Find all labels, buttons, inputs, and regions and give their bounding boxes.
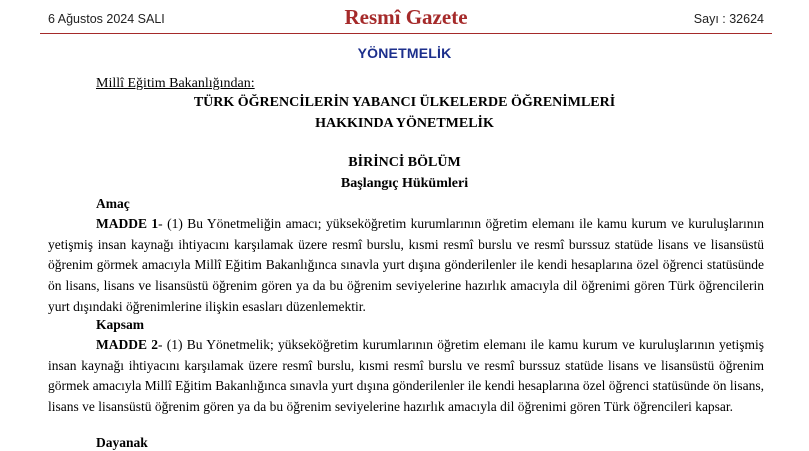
regulation-title-line1: TÜRK ÖĞRENCİLERİN YABANCI ÜLKELERDE ÖĞRENİMLERİ <box>193 95 616 110</box>
part-subtitle: Başlangıç Hükümleri <box>340 176 469 191</box>
gazette-title: Resmî Gazete <box>344 5 468 29</box>
article-2-paragraph <box>48 335 764 418</box>
issue-number: Sayı : 32624 <box>693 12 764 26</box>
article-heading-scope: Kapsam <box>96 317 145 332</box>
regulation-title-line2: HAKKINDA YÖNETMELİK <box>315 116 494 131</box>
header-divider <box>40 33 772 34</box>
issuing-ministry: Millî Eğitim Bakanlığından: <box>96 76 255 91</box>
part-title: BİRİNCİ BÖLÜM <box>348 155 461 170</box>
article-1-label: MADDE 1 <box>96 216 159 231</box>
publication-date: 6 Ağustos 2024 SALI <box>48 12 165 26</box>
article-2-label: MADDE 2 <box>96 337 159 352</box>
gazette-header <box>40 0 772 33</box>
article-heading-basis: Dayanak <box>96 435 148 450</box>
article-2-text: - (1) Bu Yönetmelik; yükseköğretim kurumlarının öğretim elemanı ile kamu kurum ve kuruluşlarının yetişmiş insan kaynağı ihtiyacını karşılamak üzere resmî burslu, kısmi resmî burslu ve resmî burssuz statüde lisans ve lisansüstü öğrenim görmek amacıyla Millî Eğitim Bakanlığınca sınavla yurt dışına gönderilenler ile kendi hesaplarına özel öğrenci statüsünde ön lisans, lisans ve lisansüstü öğrenim gören ya da bu öğrenim seviyelerine hazırlık amacıyla dil öğrenimi gören Türk öğrencileri kapsar. <box>48 337 764 415</box>
article-1-text: - (1) Bu Yönetmeliğin amacı; yükseköğretim kurumlarının öğretim elemanı ile kamu kurum ve kuruluşlarının yetişmiş insan kaynağı ihtiyacını karşılamak üzere resmî burslu, kısmi resmî burslu ve resmî burssuz statüde lisans ve lisansüstü öğrenim görmek amacıyla Millî Eğitim Bakanlığınca sınavla yurt dışına gönderilenler ile kendi hesaplarına özel öğrenci statüsünde ön lisans, lisans ve lisansüstü öğrenim gören ya da bu öğrenim seviyelerine hazırlık amacıyla dil öğrenimi gören Türk öğrencilerin yurt dışındaki öğrenimlerine ilişkin esasları düzenlemektir. <box>48 216 765 314</box>
section-label: YÖNETMELİK <box>357 45 452 61</box>
article-heading-purpose: Amaç <box>96 196 130 211</box>
article-1-paragraph <box>48 214 764 318</box>
